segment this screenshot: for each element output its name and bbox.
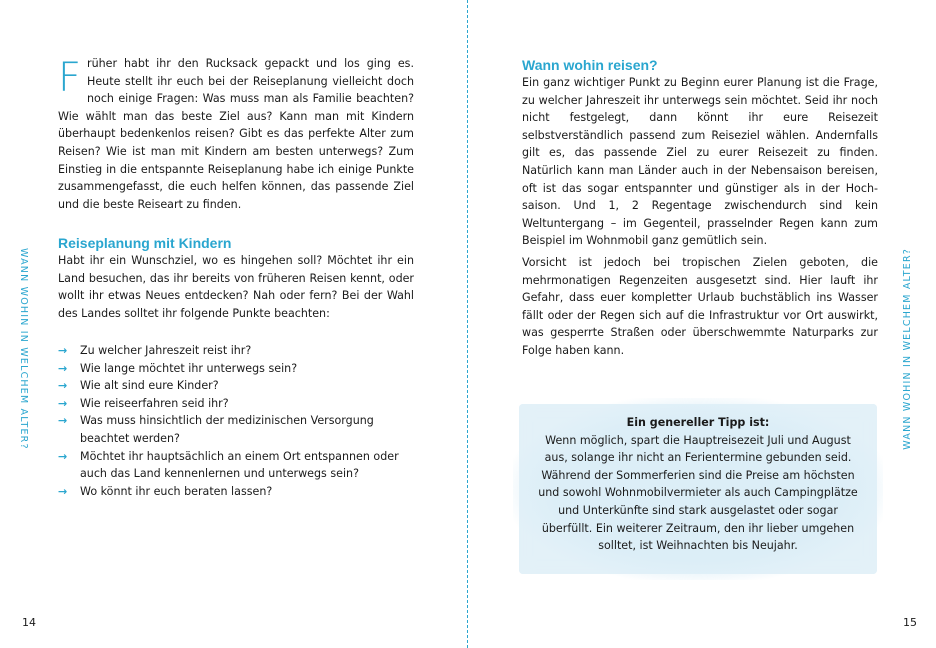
page-number-left: 14 bbox=[22, 616, 36, 629]
list-item bbox=[58, 342, 418, 360]
intro-text: rüher habt ihr den Rucksack gepackt und los ging es. Heute stellt ihr euch bei der Reiseplanung vielleicht doch noch einige Fragen: Was muss man als Familie beachten? Wie wählt man das beste Ziel aus? Kann man mit Kindern überhaupt bedenkenlos reisen? Gibt es das perfekte Alter zum Reisen? Wie ist man mit Kindern am besten unterwegs? Zum Einstieg in die entspannte Reiseplanung habe ich einige Punkte zusammengefasst, die euch helfen können, das passende Ziel und die beste Reiseart zu finden. bbox=[58, 57, 414, 211]
list-item-text: Wo könnt ihr euch beraten lassen? bbox=[80, 484, 273, 498]
list-item bbox=[58, 395, 418, 413]
right-side-label: WANN WOHIN IN WELCHEM ALTER? bbox=[902, 248, 913, 450]
page-divider bbox=[467, 0, 468, 648]
tip-title: Ein genereller Tipp ist: bbox=[626, 416, 770, 429]
list-item-text: Was muss hinsichtlich der medizinischen Versorgung beachtet werden? bbox=[80, 414, 374, 445]
list-item bbox=[58, 412, 418, 447]
list-item bbox=[58, 360, 418, 378]
checklist bbox=[58, 342, 418, 500]
list-item-text: Möchtet ihr hauptsächlich an einem Ort entspannen oder auch das Land kennenlernen und unterwegs sein? bbox=[80, 449, 399, 481]
page-number-right: 15 bbox=[903, 616, 917, 629]
list-item-text: Wie lange möchtet ihr unterwegs sein? bbox=[80, 361, 298, 375]
tip-box bbox=[535, 414, 861, 555]
wann-wohin-paragraph-2: Vorsicht ist jedoch bei tropischen Zielen geboten, die mehrmonatigen Regenzeiten ausgesetzt sind. Hier lauft ihr Gefahr, dass euer kompletter Urlaub buchstäblich ins Wasser fällt oder der Regen sich auf die Infrastruktur vor Ort auswirkt, was gesperrte Straßen oder überschwemmte Naturparks zur Folge haben kann. bbox=[522, 256, 878, 357]
list-item-text: Zu welcher Jahreszeit reist ihr? bbox=[80, 344, 252, 357]
heading-wann-wohin: Wann wohin reisen? bbox=[522, 57, 658, 73]
tip-text: Wenn möglich, spart die Hauptreisezeit Juli und August aus, solange ihr nicht an Ferientermine gebunden seid. Während der Sommerferien sind die Preise am höchsten und sowohl Wohnmobilvermieter als auch Campingplätze und Unterkünfte sind stark ausgelastet oder sogar überfüllt. Ein weiterer Zeitraum, den ihr lieber umgehen solltet, ist Weihnachten bis Neujahr. bbox=[538, 433, 858, 553]
arrow-right-icon: → bbox=[58, 484, 68, 498]
arrow-right-icon: → bbox=[58, 414, 68, 428]
intro-dropcap: F bbox=[58, 55, 82, 101]
reiseplanung-paragraph: Habt ihr ein Wunschziel, wo es hingehen soll? Möchtet ihr ein Land besuchen, das ihr bereits von früheren Reisen kennt, oder wollt ihr etwas Neues entdecken? Nah oder fern? Bei der Wahl des Landes solltet ihr folgende Punkte beachten: bbox=[58, 254, 414, 320]
wann-wohin-paragraph-1: Ein ganz wichtiger Punkt zu Beginn eurer Planung ist die Frage, zu welcher Jahreszeit ihr unterwegs sein möchtet. Seid ihr noch nicht festgelegt, dann könnt ihr eure Reisezeit selbstverständlich passend zum Reiseziel wählen. Andernfalls gilt es, das passende Ziel zu eurer Reisezeit zu finden. Natürlich kann man Länder auch in der Nebensaison bereisen, oft ist das sogar entspannter und günstiger als in der Hochsaison. Und 1, 2 Regentage zwischendurch sind kein Weltuntergang – im Gegenteil, prasselnder Regen kann zum Beispiel im Wohnmobil ganz gemütlich sein. bbox=[522, 76, 878, 248]
heading-reiseplanung: Reiseplanung mit Kindern bbox=[58, 235, 232, 251]
list-item bbox=[58, 483, 418, 501]
arrow-right-icon: → bbox=[58, 449, 68, 463]
list-item-text: Wie reiseerfahren seid ihr? bbox=[80, 396, 229, 410]
arrow-right-icon: → bbox=[58, 361, 68, 375]
list-item-text: Wie alt sind eure Kinder? bbox=[80, 379, 219, 393]
arrow-right-icon: → bbox=[58, 379, 68, 393]
list-item bbox=[58, 377, 418, 395]
arrow-right-icon: → bbox=[58, 396, 68, 410]
list-item bbox=[58, 448, 418, 483]
intro-paragraph bbox=[58, 55, 414, 213]
arrow-right-icon: → bbox=[58, 344, 68, 357]
left-side-label: WANN WOHIN IN WELCHEM ALTER? bbox=[18, 248, 29, 450]
